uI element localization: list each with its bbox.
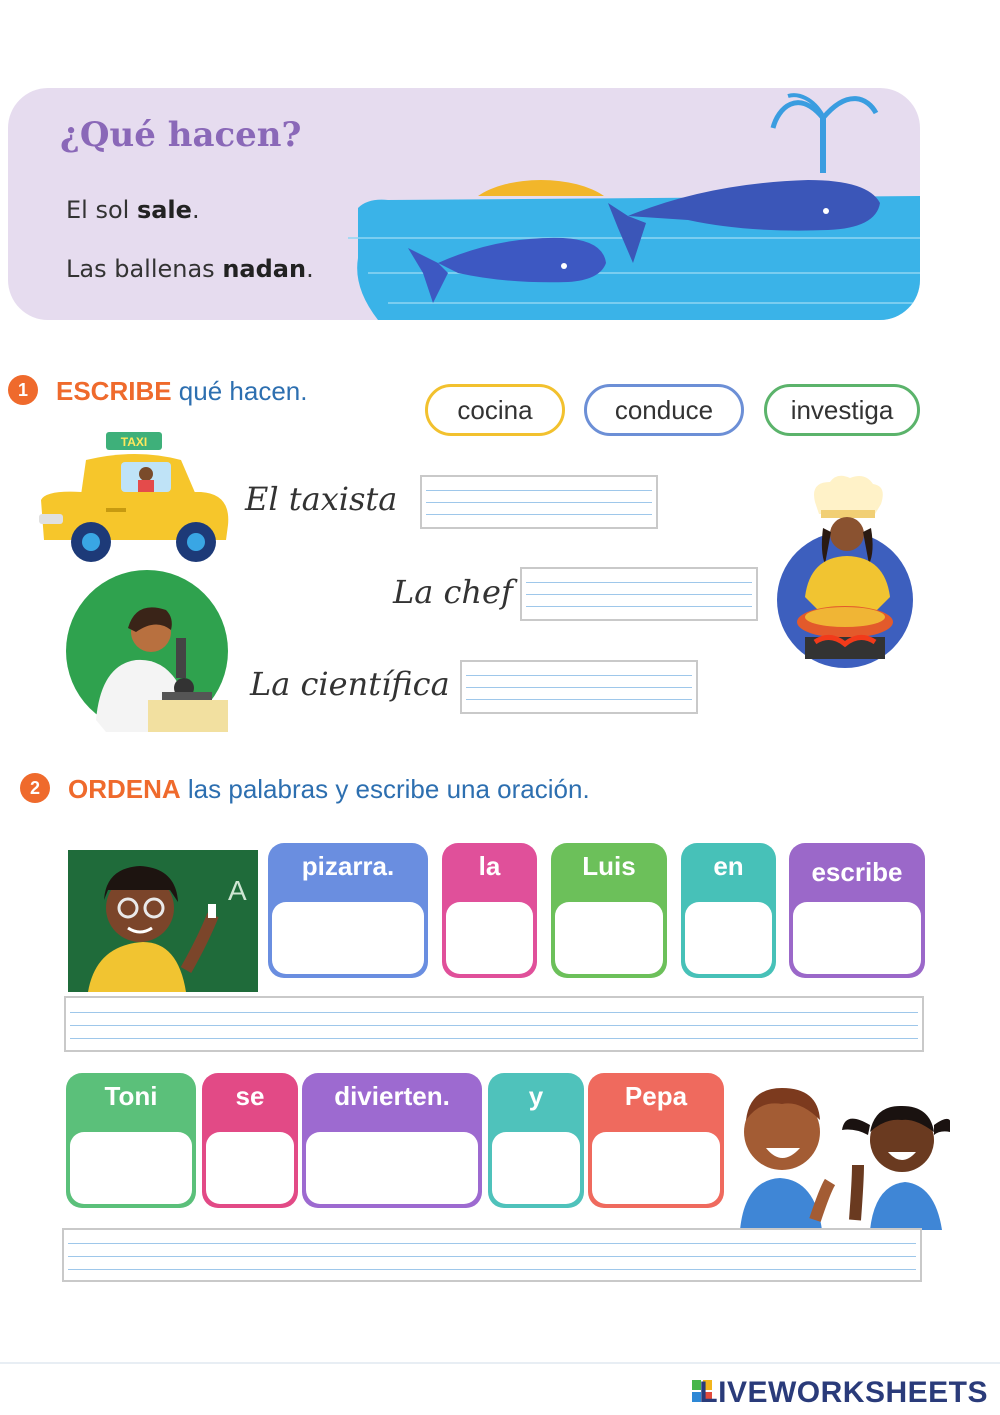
footer-divider xyxy=(0,1362,1000,1364)
sentence-sun xyxy=(66,196,200,224)
sentence-whales-period: . xyxy=(306,255,314,283)
prompt-chef: La chef xyxy=(393,573,513,611)
verb-nadan: nadan xyxy=(222,255,307,283)
word-label: divierten. xyxy=(334,1081,450,1111)
exercise-1-instruction: qué hacen. xyxy=(171,376,308,406)
word-tile-en xyxy=(681,843,776,978)
board-letter: A xyxy=(228,875,247,906)
tile-answer-input[interactable] xyxy=(206,1132,294,1204)
tile-answer-input[interactable] xyxy=(306,1132,478,1204)
sentence-sun-period: . xyxy=(191,196,200,224)
sentence-whales xyxy=(66,255,314,283)
exercise-2-instruction: las palabras y escribe una oración. xyxy=(180,774,590,804)
tile-answer-input[interactable] xyxy=(492,1132,580,1204)
word-tile-escribe xyxy=(789,843,925,978)
prompt-taxista: El taxista xyxy=(245,480,398,518)
word-tile-pepa xyxy=(588,1073,724,1208)
taxi-illustration xyxy=(36,430,236,570)
word-label: en xyxy=(713,851,744,881)
answer-box-taxista[interactable] xyxy=(420,475,658,529)
word-tile-la xyxy=(442,843,537,978)
word-label: Toni xyxy=(104,1081,158,1111)
answer-box-chef[interactable] xyxy=(520,567,758,621)
word-label: y xyxy=(528,1081,544,1111)
whales-sea-illustration xyxy=(328,88,920,320)
exercise-1-title xyxy=(56,376,307,407)
exercise-1-keyword: ESCRIBE xyxy=(56,376,172,406)
word-tile-luis xyxy=(551,843,667,978)
exercise-2-title xyxy=(68,774,590,805)
sentence-sun-text: El sol xyxy=(66,196,137,224)
tile-answer-input[interactable] xyxy=(272,902,424,974)
word-label: Pepa xyxy=(624,1081,688,1111)
tile-answer-input[interactable] xyxy=(685,902,772,974)
chip-cocina[interactable]: cocina xyxy=(425,384,565,436)
exercise-1-number: 1 xyxy=(8,375,38,405)
prompt-cientifica: La científica xyxy=(250,665,450,703)
sentence-answer-1[interactable] xyxy=(64,996,924,1052)
boy-blackboard-illustration xyxy=(68,850,258,992)
sentence-whales-text: Las ballenas xyxy=(66,255,223,283)
tile-answer-input[interactable] xyxy=(592,1132,720,1204)
word-tile-se xyxy=(202,1073,298,1208)
word-label: se xyxy=(235,1081,265,1111)
word-tile-y xyxy=(488,1073,584,1208)
word-tile-toni xyxy=(66,1073,196,1208)
tile-answer-input[interactable] xyxy=(793,902,921,974)
word-label: escribe xyxy=(811,857,903,887)
tile-answer-input[interactable] xyxy=(446,902,533,974)
scientist-illustration xyxy=(66,570,228,732)
word-label: la xyxy=(478,851,501,881)
footer-brand[interactable]: LIVEWORKSHEETS xyxy=(699,1376,988,1409)
page-title: ¿Qué hacen? xyxy=(60,115,302,155)
word-tile-divierten xyxy=(302,1073,482,1208)
exercise-2-keyword: ORDENA xyxy=(68,774,181,804)
taxi-sign-text: TAXI xyxy=(120,435,148,449)
chip-conduce[interactable]: conduce xyxy=(584,384,744,436)
sentence-answer-2[interactable] xyxy=(62,1228,922,1282)
exercise-2-number: 2 xyxy=(20,773,50,803)
word-label: Luis xyxy=(582,851,636,881)
verb-sale: sale xyxy=(136,196,192,224)
tile-answer-input[interactable] xyxy=(555,902,663,974)
word-tile-pizarra xyxy=(268,843,428,978)
chef-illustration xyxy=(775,472,915,672)
chip-investiga[interactable]: investiga xyxy=(764,384,920,436)
kids-illustration xyxy=(730,1070,950,1230)
word-label: pizarra. xyxy=(301,851,395,881)
answer-box-cientifica[interactable] xyxy=(460,660,698,714)
tile-answer-input[interactable] xyxy=(70,1132,192,1204)
